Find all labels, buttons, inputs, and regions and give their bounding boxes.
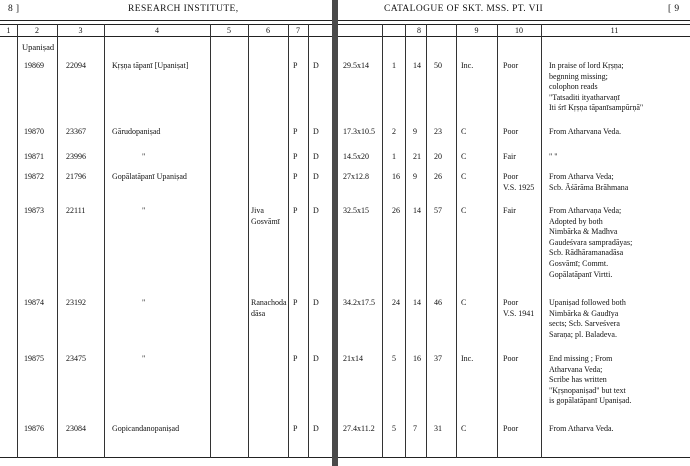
remarks: Upaniṣad followed both — [549, 298, 626, 307]
remarks: Atharvana Veda; — [549, 364, 603, 374]
script: D — [313, 206, 319, 215]
folio-count: 16 — [392, 172, 400, 181]
right-page — [338, 0, 690, 466]
column-number: 4 — [155, 26, 159, 35]
completeness: Inc. — [461, 354, 474, 363]
page-number-right: [ 9 — [668, 4, 680, 14]
script: D — [313, 424, 319, 433]
material: P — [293, 424, 298, 433]
remarks: Gaudeśvara sampradāyas; — [549, 237, 633, 247]
letters-per-line: 31 — [434, 424, 442, 433]
column-divider — [57, 24, 58, 458]
folio-size: 27x12.8 — [343, 172, 369, 181]
folio-size: 21x14 — [343, 354, 363, 363]
remarks: In praise of lord Kṛṣṇa; — [549, 61, 624, 70]
column-number: 5 — [227, 26, 231, 35]
remarks: From Atharva Veda; — [549, 172, 614, 181]
letters-per-line: 46 — [434, 298, 442, 307]
lines-per-page: 9 — [413, 172, 417, 181]
folio-count: 5 — [392, 424, 396, 433]
remarks: Gosvāmī; Commt. — [549, 259, 609, 268]
manuscript-title: Gārudopaniṣad — [112, 127, 161, 136]
completeness: C — [461, 298, 467, 307]
serial-number: 19871 — [24, 152, 44, 161]
remarks: Adopted by both — [549, 216, 603, 226]
author-name: Gosvāmī — [251, 216, 280, 226]
column-number: 6 — [266, 26, 270, 35]
accession-number: 23996 — [66, 152, 86, 161]
material: P — [293, 152, 298, 161]
column-number-rule — [0, 36, 332, 37]
author-name: dāsa — [251, 308, 266, 318]
column-number: 7 — [296, 26, 300, 35]
running-header-right: CATALOGUE OF SKT. MSS. PT. VII — [384, 4, 544, 14]
completeness: C — [461, 206, 467, 215]
column-number: 3 — [78, 26, 83, 35]
header-rule-top — [0, 20, 332, 21]
script: D — [313, 172, 319, 181]
left-page — [0, 0, 332, 466]
letters-per-line: 26 — [434, 172, 442, 181]
column-divider — [382, 24, 383, 458]
column-number: 10 — [515, 26, 523, 35]
footer-rule — [0, 457, 332, 458]
completeness: Inc. — [461, 61, 474, 70]
remarks: From Atharvaṇa Veda; — [549, 206, 622, 215]
folio-size: 14.5x20 — [343, 152, 369, 161]
folio-size: 32.5x15 — [343, 206, 369, 215]
header-rule-top — [338, 20, 690, 21]
remarks: " " — [549, 152, 558, 161]
condition: Poor — [503, 61, 519, 70]
condition: Poor — [503, 127, 519, 136]
condition: Fair — [503, 152, 516, 161]
script: D — [313, 152, 319, 161]
material: P — [293, 127, 298, 136]
remarks: colophon reads — [549, 82, 598, 92]
column-divider — [288, 24, 289, 458]
lines-per-page: 7 — [413, 424, 417, 433]
header-rule-bottom — [0, 24, 332, 25]
column-divider — [248, 24, 249, 458]
serial-number: 19876 — [24, 424, 44, 433]
lines-per-page: 9 — [413, 127, 417, 136]
folio-size: 17.3x10.5 — [343, 127, 375, 136]
letters-per-line: 23 — [434, 127, 442, 136]
remarks: Iti śrī Kṛṣṇa tāpanīsampūrṇā" — [549, 103, 644, 113]
completeness: C — [461, 172, 467, 181]
remarks: From Atharva Veda. — [549, 424, 614, 433]
manuscript-title: " — [142, 206, 146, 215]
manuscript-title: Kṛṣṇa tāpanī [Upaniṣat] — [112, 61, 189, 70]
manuscript-title: " — [142, 152, 146, 161]
column-divider — [308, 24, 309, 458]
footer-rule — [338, 457, 690, 458]
condition: V.S. 1941 — [503, 308, 535, 318]
running-header-left: RESEARCH INSTITUTE, — [128, 4, 239, 14]
remarks: sects; Scb. Sarveśvera — [549, 319, 620, 329]
remarks: From Atharvana Veda. — [549, 127, 622, 136]
folio-size: 34.2x17.5 — [343, 298, 375, 307]
condition: Poor — [503, 354, 519, 363]
page-number-left: 8 ] — [8, 4, 20, 14]
column-number: 8 — [417, 26, 421, 35]
remarks: "Kṛṣnopaniṣad" but text — [549, 385, 626, 395]
folio-size: 27.4x11.2 — [343, 424, 375, 433]
lines-per-page: 14 — [413, 61, 421, 70]
material: P — [293, 354, 298, 363]
column-divider — [17, 24, 18, 458]
script: D — [313, 61, 319, 70]
material: P — [293, 61, 298, 70]
folio-count: 1 — [392, 152, 396, 161]
remarks: Gopālatāpanī Virtti. — [549, 269, 613, 279]
script: D — [313, 354, 319, 363]
section-title: Upaniṣad — [22, 42, 55, 52]
author-name: Jiva — [251, 206, 264, 215]
material: P — [293, 206, 298, 215]
material: P — [293, 298, 298, 307]
accession-number: 23192 — [66, 298, 86, 307]
column-number: 1 — [6, 26, 11, 35]
accession-number: 21796 — [66, 172, 86, 181]
folio-count: 2 — [392, 127, 396, 136]
folio-count: 5 — [392, 354, 396, 363]
serial-number: 19869 — [24, 61, 44, 70]
letters-per-line: 50 — [434, 61, 442, 70]
remarks: Nimbārka & Gaudīya — [549, 308, 619, 318]
completeness: C — [461, 424, 467, 433]
column-divider — [456, 24, 457, 458]
condition: Poor — [503, 424, 519, 433]
script: D — [313, 127, 319, 136]
remarks: End missing ; From — [549, 354, 613, 363]
column-number: 9 — [474, 26, 479, 35]
condition: Poor — [503, 298, 519, 307]
remarks: Saraṇa; pl. Baladeva. — [549, 329, 617, 339]
remarks: Scb. Rādhāramanadāsa — [549, 248, 624, 258]
column-divider — [426, 24, 427, 458]
remarks: begnning missing; — [549, 71, 608, 81]
column-divider — [104, 24, 105, 458]
accession-number: 23084 — [66, 424, 86, 433]
letters-per-line: 37 — [434, 354, 442, 363]
condition: V.S. 1925 — [503, 182, 535, 192]
accession-number: 23475 — [66, 354, 86, 363]
lines-per-page: 16 — [413, 354, 421, 363]
manuscript-title: Gopālatāpanī Upaniṣad — [112, 172, 187, 181]
column-number: 2 — [35, 26, 39, 35]
accession-number: 23367 — [66, 127, 86, 136]
folio-count: 24 — [392, 298, 400, 307]
serial-number: 19874 — [24, 298, 44, 307]
column-divider — [405, 24, 406, 458]
letters-per-line: 57 — [434, 206, 442, 215]
material: P — [293, 172, 298, 181]
column-divider — [210, 24, 211, 458]
column-divider — [497, 24, 498, 458]
accession-number: 22094 — [66, 61, 86, 70]
lines-per-page: 14 — [413, 298, 421, 307]
remarks: Scribe has written — [549, 375, 607, 385]
script: D — [313, 298, 319, 307]
completeness: C — [461, 152, 467, 161]
letters-per-line: 20 — [434, 152, 442, 161]
remarks: Nimbārka & Madhva — [549, 227, 618, 237]
manuscript-title: Gopicandanopaniṣad — [112, 424, 180, 433]
header-rule-bottom — [338, 24, 690, 25]
remarks: Scb. Āśārāma Brāhmana — [549, 182, 629, 192]
lines-per-page: 14 — [413, 206, 421, 215]
serial-number: 19873 — [24, 206, 44, 215]
manuscript-title: " — [142, 354, 146, 363]
remarks: is gopālatāpanī Upaniṣad. — [549, 396, 632, 406]
manuscript-title: " — [142, 298, 146, 307]
serial-number: 19875 — [24, 354, 44, 363]
lines-per-page: 21 — [413, 152, 421, 161]
folio-count: 1 — [392, 61, 396, 70]
completeness: C — [461, 127, 467, 136]
accession-number: 22111 — [66, 206, 86, 215]
condition: Fair — [503, 206, 516, 215]
author-name: Ranachoda — [251, 298, 287, 307]
condition: Poor — [503, 172, 519, 181]
serial-number: 19870 — [24, 127, 44, 136]
remarks: "Tatsaditi ityatharvaṇī — [549, 92, 620, 102]
serial-number: 19872 — [24, 172, 44, 181]
column-number: 11 — [610, 26, 619, 35]
column-divider — [541, 24, 542, 458]
folio-size: 29.5x14 — [343, 61, 369, 70]
folio-count: 26 — [392, 206, 400, 215]
